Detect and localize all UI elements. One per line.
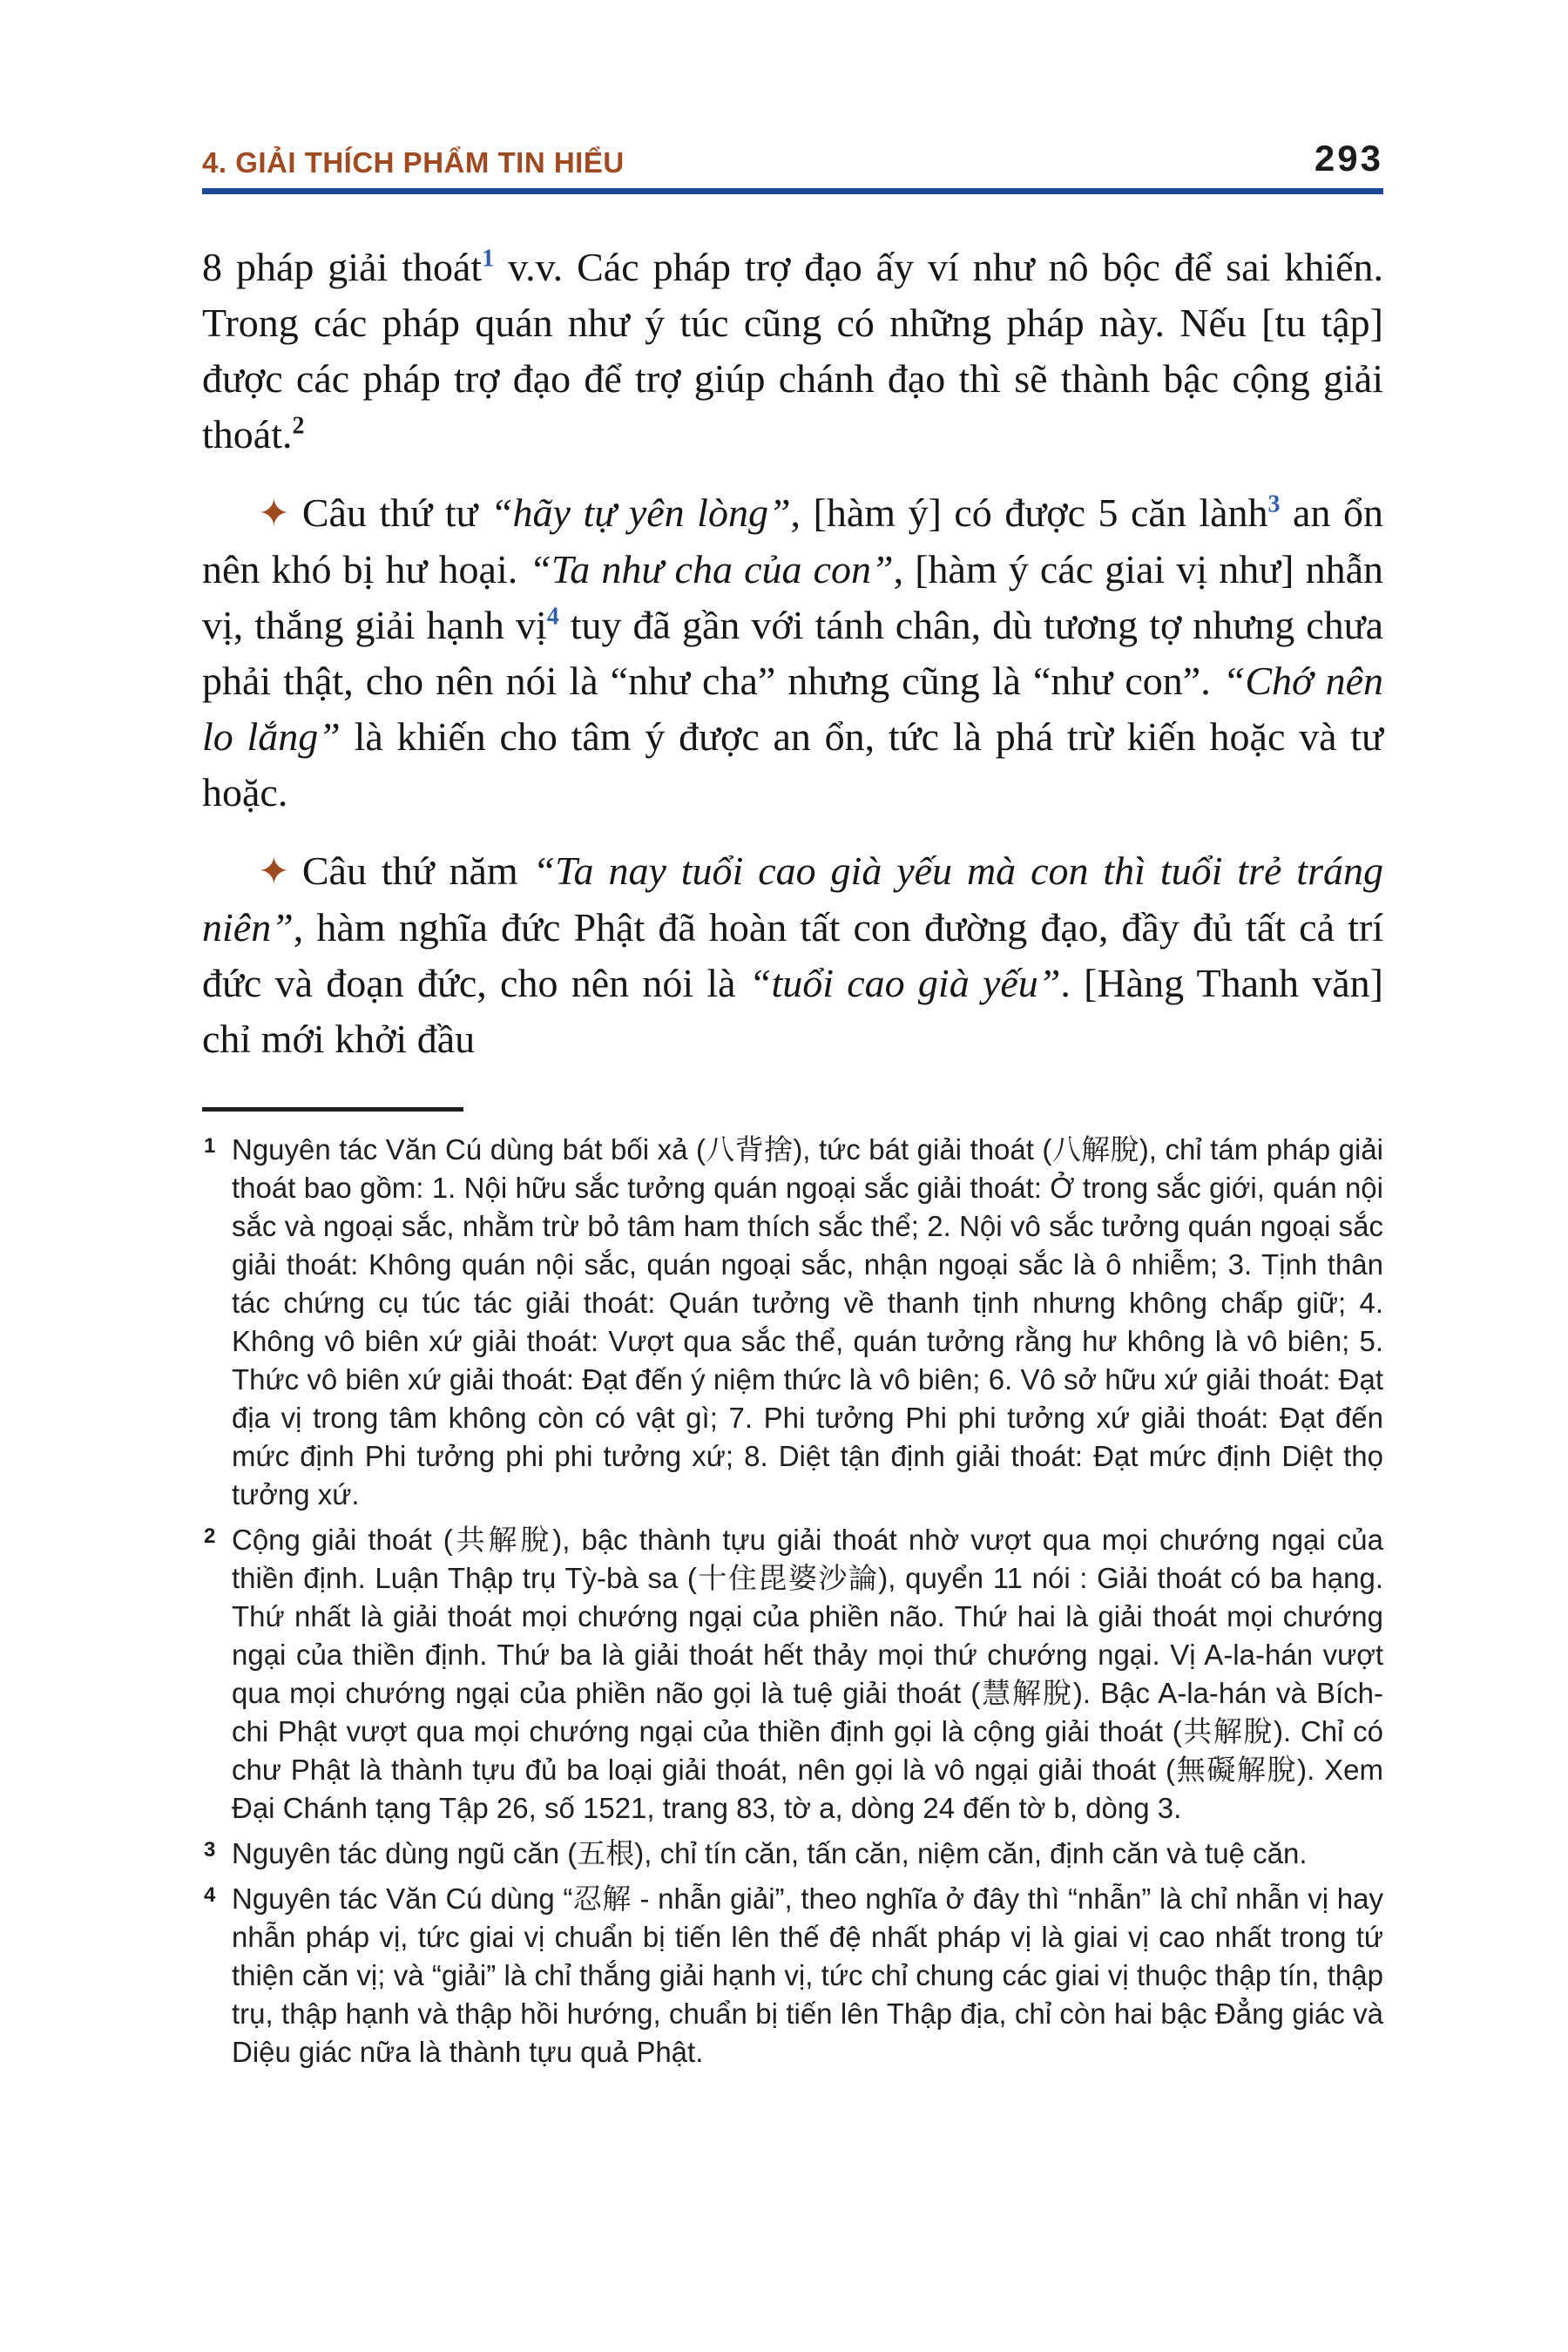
footnote-marker: 4	[204, 1883, 216, 1907]
text-segment: , [hàm ý] có được 5 căn lành	[790, 490, 1268, 535]
page-header	[202, 138, 1383, 179]
text-segment: “tuổi cao già yếu”	[748, 961, 1061, 1005]
footnote-marker: 2	[204, 1524, 216, 1548]
footnote-reference: 1	[482, 245, 495, 273]
footnote-text: Cộng giải thoát (共解脫), bậc thành tựu giải thoát nhờ vượt qua mọi chướng ngại của thiền định. Luận Thập trụ Tỳ-bà sa (十住毘婆沙論), quyển 11 nói : Giải thoát có ba hạng. Thứ nhất là giải thoát mọi chướng ngại của phiền não. Thứ hai là giải thoát mọi chướng ngại của thiền định. Thứ ba là giải thoát hết thảy mọi thứ chướng ngại. Vị A-la-hán vượt qua mọi chướng ngại của phiền não gọi là tuệ giải thoát (慧解脫). Bậc A-la-hán và Bích-chi Phật vượt qua mọi chướng ngại của thiền định gọi là cộng giải thoát (共解脫). Chỉ có chư Phật là thành tựu đủ ba loại giải thoát, nên gọi là vô ngại giải thoát (無礙解脫). Xem Đại Chánh tạng Tập 26, số 1521, trang 83, tờ a, dòng 24 đến tờ b, dòng 3.	[232, 1524, 1383, 1824]
body-paragraph	[202, 240, 1383, 463]
text-segment: “Ta nay tuổi cao già yếu mà con thì tuổi trẻ tráng niên”	[202, 848, 1383, 950]
body-text	[202, 240, 1383, 1067]
star-bullet-icon: ✦	[258, 492, 290, 535]
footnote	[202, 1880, 1383, 2072]
text-segment: Câu thứ năm	[301, 848, 533, 893]
footnote-text: Nguyên tác dùng ngũ căn (五根), chỉ tín căn, tấn căn, niệm căn, định căn và tuệ căn.	[232, 1837, 1308, 1869]
text-segment: là khiến cho tâm ý được an ổn, tức là phá trừ kiến hoặc và tư hoặc.	[202, 714, 1383, 814]
text-segment: “hãy tự yên lòng”	[490, 490, 791, 535]
footnote-marker: 1	[204, 1134, 216, 1158]
footnote-reference: 4	[546, 603, 559, 631]
footnote	[202, 1835, 1383, 1873]
footnote-text: Nguyên tác Văn Cú dùng bát bối xả (八背捨), tức bát giải thoát (八解脫), chỉ tám pháp giải thoát bao gồm: 1. Nội hữu sắc tưởng quán ngoại sắc giải thoát: Ở trong sắc giới, quán nội sắc và ngoại sắc, nhằm trừ bỏ tâm ham thích sắc thể; 2. Nội vô sắc tưởng quán ngoại sắc giải thoát: Không quán nội sắc, quán ngoại sắc, nhận ngoại sắc là ô nhiễm; 3. Tịnh thân tác chứng cụ túc tác giải thoát: Quán tưởng về thanh tịnh nhưng không chấp giữ; 4. Không vô biên xứ giải thoát: Vượt qua sắc thể, quán tưởng rằng hư không là vô biên; 5. Thức vô biên xứ giải thoát: Đạt đến ý niệm thức là vô biên; 6. Vô sở hữu xứ giải thoát: Đạt địa vị trong tâm không còn có vật gì; 7. Phi tưởng Phi phi tưởng xứ giải thoát: Đạt đến mức định Phi tưởng phi phi tưởng xứ; 8. Diệt tận định giải thoát: Đạt mức định Diệt thọ tưởng xứ.	[232, 1133, 1383, 1511]
page-number: 293	[1314, 138, 1383, 179]
footnote-reference: 2	[292, 412, 305, 440]
body-paragraph	[202, 843, 1383, 1067]
footnotes	[202, 1131, 1383, 2072]
text-segment: , [hàm ý các giai vị như] nhẫn vị, thắng giải hạnh vị	[202, 547, 1383, 647]
body-paragraph	[202, 485, 1383, 821]
footnote-marker: 3	[204, 1838, 216, 1862]
header-rule	[202, 188, 1383, 194]
footnote-reference: 3	[1267, 490, 1281, 518]
running-title: 4. GIẢI THÍCH PHẨM TIN HIỂU	[202, 146, 625, 179]
footnote	[202, 1521, 1383, 1828]
text-segment: “Chớ nên lo lắng”	[202, 659, 1383, 759]
text-segment: Câu thứ tư	[301, 490, 490, 535]
star-bullet-icon: ✦	[258, 850, 290, 893]
text-segment: v.v. Các pháp trợ đạo ấy ví như nô bộc để sai khiến. Trong các pháp quán như ý túc cũng có những pháp này. Nếu [tu tập] được các pháp trợ đạo để trợ giúp chánh đạo thì sẽ thành bậc cộng giải thoát.	[202, 245, 1383, 456]
text-segment: “Ta như cha của con”	[529, 547, 894, 591]
footnote-separator	[202, 1107, 463, 1112]
text-segment: . [Hàng Thanh văn] chỉ mới khởi đầu	[202, 961, 1384, 1061]
text-segment: an ổn nên khó bị hư hoại.	[202, 490, 1383, 591]
footnote-text: Nguyên tác Văn Cú dùng “忍解 - nhẫn giải”, theo nghĩa ở đây thì “nhẫn” là chỉ nhẫn vị hay nhẫn pháp vị, tức giai vị chuẩn bị tiến lên thế đệ nhất pháp vị là giai vị cao nhất trong tứ thiện căn vị; và “giải” là chỉ thắng giải hạnh vị, tức chỉ chung các giai vị thuộc thập tín, thập trụ, thập hạnh và thập hồi hướng, chuẩn bị tiến lên Thập địa, chỉ còn hai bậc Đẳng giác và Diệu giác nữa là thành tựu quả Phật.	[232, 1882, 1383, 2068]
footnote	[202, 1131, 1383, 1514]
text-segment: 8 pháp giải thoát	[202, 245, 483, 289]
text-segment: tuy đã gần với tánh chân, dù tương tợ nhưng chưa phải thật, cho nên nói là “như cha” nhưng cũng là “như con”.	[202, 603, 1384, 703]
text-segment: , hàm nghĩa đức Phật đã hoàn tất con đường đạo, đầy đủ tất cả trí đức và đoạn đức, cho nên nói là	[202, 905, 1383, 1005]
